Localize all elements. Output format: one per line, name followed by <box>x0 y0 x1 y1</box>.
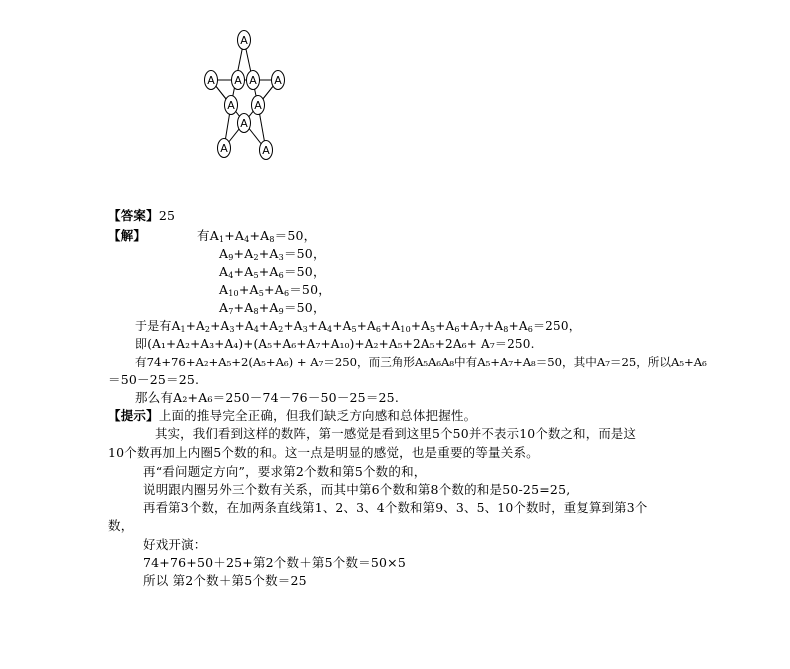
node-label: A <box>274 74 282 87</box>
answer-line <box>108 208 175 224</box>
hint-line <box>108 408 476 424</box>
node-label: A <box>207 74 215 87</box>
pentagram-figure <box>195 25 295 165</box>
hint-paragraph-7: 所以 第2个数＋第5个数＝25 <box>143 573 307 588</box>
node-label: A <box>220 142 228 155</box>
node-9 <box>218 139 231 158</box>
equation-4: $A_{10}+A_5+A_6=50$， <box>219 282 331 298</box>
node-label: A <box>234 74 242 87</box>
solution-label: 【解】 <box>108 228 147 243</box>
conclusion: 那么有A₂+A₆＝250－74－76－50－25＝25. <box>135 390 400 405</box>
node-label: A <box>240 34 248 47</box>
hint-paragraph-3: 说明跟内圈另外三个数有关系，而其中第6个数和第8个数的和是50-25=25, <box>143 482 571 497</box>
line-a: 有74+76+A₂+A₅+2(A₅+A₆) + A₇＝250，而三角形A₅A₆A₈中有A₅+A₇+A₈＝50，其中A₇＝25，所以A₅+A₆ <box>135 355 707 369</box>
equation-5: $A_7+A_8+A_9=50$， <box>219 300 326 316</box>
equation-3: $A_4+A_5+A_6=50$， <box>219 264 326 280</box>
node-1 <box>238 31 251 50</box>
node-7 <box>252 96 265 115</box>
hint-paragraph-6: 74+76+50＋25+第2个数＋第5个数＝50×5 <box>143 555 406 570</box>
equation-1: 有$A_1+A_4+A_8=50$， <box>197 228 317 244</box>
hint-label: 【提示】 <box>108 408 159 423</box>
node-6 <box>225 96 238 115</box>
answer-label: 【答案】 <box>108 208 159 223</box>
sum-equation: 于是有$A_1+A_2+A_3+A_4+A_2+A_3+A_4+A_5+A_6+A_{10}+A_5+A_6+A_7+A_8+A_6=250$， <box>135 319 581 334</box>
node-label: A <box>249 74 257 87</box>
node-8 <box>238 114 251 133</box>
node-label: A <box>262 144 270 157</box>
hint-paragraph-5: 好戏开演： <box>143 537 207 552</box>
hint-paragraph-4b: 数， <box>108 518 134 533</box>
node-3 <box>232 71 245 90</box>
hint-paragraph-4a: 再看第3个数，在加两条直线第1、2、3、4个数和第9、3、5、10个数时，重复算到第3个 <box>143 500 648 515</box>
equation-2: $A_9+A_2+A_3=50$， <box>219 246 326 262</box>
node-label: A <box>240 117 248 130</box>
node-4 <box>247 71 260 90</box>
regroup-equation: 即(A₁+A₂+A₃+A₄)+(A₅+A₆+A₇+A₁₀)+A₂+A₅+2A₅+2A₆+ A₇＝250. <box>135 337 535 351</box>
hint-paragraph-1b: 10个数再加上内圈5个数的和。这一点是明显的感觉，也是重要的等量关系。 <box>108 445 539 460</box>
hint-text: 上面的推导完全正确，但我们缺乏方向感和总体把握性。 <box>158 408 477 423</box>
answer-value: 25 <box>158 208 176 223</box>
hint-paragraph-1a: 其实，我们看到这样的数阵，第一感觉是看到这里5个50并不表示10个数之和，而是这 <box>155 426 637 441</box>
node-label: A <box>254 99 262 112</box>
node-10 <box>260 141 273 160</box>
node-label: A <box>227 99 235 112</box>
node-2 <box>205 71 218 90</box>
line-b: ＝50－25＝25. <box>108 372 200 387</box>
node-5 <box>272 71 285 90</box>
hint-paragraph-2: 再“看问题定方向”，要求第2个数和第5个数的和， <box>143 464 427 479</box>
